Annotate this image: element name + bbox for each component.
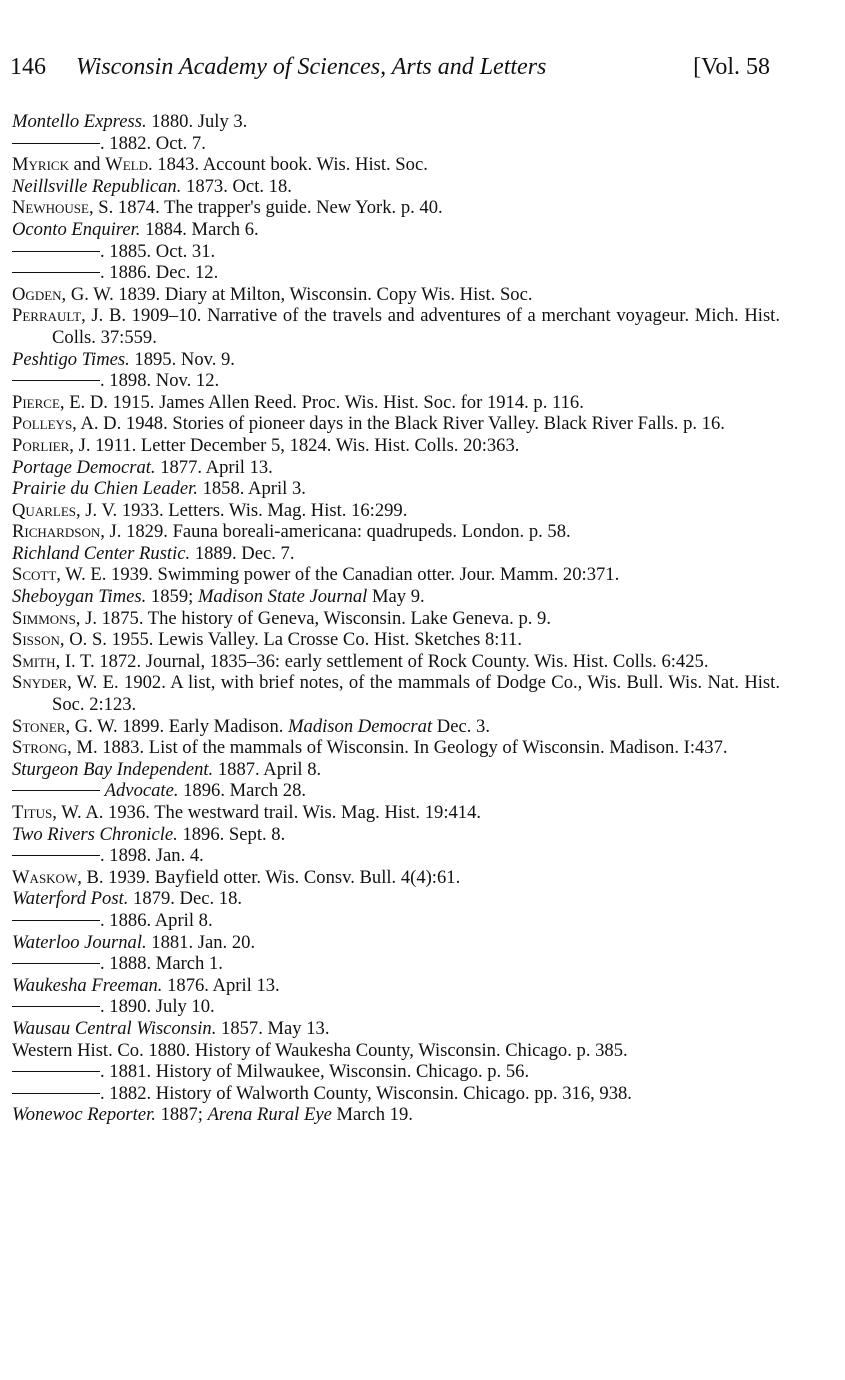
entry-title-italic: Wausau Central Wisconsin. — [12, 1017, 217, 1039]
bibliography-entry — [12, 284, 780, 306]
entry-title-italic: Prairie du Chien Leader. — [12, 478, 198, 500]
entry-text: 1857. May 13. — [216, 1017, 330, 1039]
entry-text: 1880. July 3. — [146, 111, 248, 132]
entry-title-italic: Advocate. — [104, 780, 179, 802]
ditto-rule — [12, 920, 100, 921]
bibliography-entry — [12, 888, 780, 910]
entry-text: . 1890. July 10. — [100, 996, 215, 1018]
bibliography-entry — [12, 910, 780, 932]
bibliography-entry — [12, 759, 780, 781]
entry-author: Sisson — [12, 629, 60, 651]
entry-text: 1876. April 13. — [162, 974, 280, 996]
page-number: 146 — [10, 54, 46, 80]
bibliography-entry — [12, 629, 780, 651]
ditto-rule — [12, 1071, 100, 1072]
bibliography-entry — [12, 932, 780, 954]
entry-text: , W. A. 1936. The westward trail. Wis. Mag. Hist. 19:414. — [52, 802, 482, 823]
entry-title-italic: Neillsville Republican. — [12, 175, 182, 197]
entry-author: Perrault — [12, 305, 82, 327]
entry-text: . 1898. Nov. 12. — [100, 370, 220, 392]
entry-text: 1884. March 6. — [140, 218, 259, 240]
bibliography-entry — [12, 111, 780, 133]
bibliography-entry — [12, 392, 780, 414]
entry-author: Polleys — [12, 413, 73, 435]
entry-text: 1889. Dec. 7. — [190, 542, 295, 564]
entry-text: and — [68, 154, 106, 176]
bibliography-entry — [12, 608, 780, 630]
entry-text: . 1881. History of Milwaukee, Wisconsin. Chicago. p. 56. — [100, 1061, 530, 1083]
bibliography-entry — [12, 716, 780, 738]
entry-author: Snyder — [12, 672, 68, 694]
entry-title-italic: Peshtigo Times. — [12, 348, 130, 370]
bibliography-entry — [12, 133, 780, 155]
bibliography-entry — [12, 1018, 780, 1040]
bibliography-entry — [12, 737, 780, 759]
ditto-rule — [12, 272, 100, 273]
ditto-rule — [12, 790, 100, 791]
entry-title-italic: Waukesha Freeman. — [12, 974, 163, 996]
volume-label: [Vol. 58 — [693, 54, 770, 80]
bibliography-entry — [12, 1040, 780, 1062]
bibliography-entry — [12, 413, 780, 435]
ditto-rule — [12, 963, 100, 964]
entry-title-italic: Sheboygan Times. — [12, 586, 147, 608]
entry-text: , G. W. 1899. Early Madison. — [65, 715, 289, 737]
entry-text: 1873. Oct. 18. — [181, 175, 292, 197]
entry-author: Quarles — [12, 499, 76, 521]
entry-author: Richardson — [12, 521, 101, 543]
entry-author: Strong — [12, 737, 68, 759]
entry-text: , J. V. 1933. Letters. Wis. Mag. Hist. 16:299. — [76, 499, 408, 521]
bibliography-entry — [12, 176, 780, 198]
entry-text: 1881. Jan. 20. — [146, 931, 256, 953]
entry-text: 1896. Sept. 8. — [177, 823, 286, 845]
entry-text: , J. 1911. Letter December 5, 1824. Wis. Hist. Colls. 20:363. — [69, 434, 520, 456]
entry-text: . 1886. Dec. 12. — [100, 262, 219, 284]
entry-author: Smith — [12, 650, 56, 672]
entry-text: , G. W. 1839. Diary at Milton, Wisconsin. Copy Wis. Hist. Soc. — [61, 283, 533, 305]
entry-text: 1877. April 13. — [155, 456, 273, 478]
bibliography-entry — [12, 305, 780, 348]
entry-text: 1896. March 28. — [178, 780, 307, 802]
entry-text: 1858. April 3. — [197, 478, 306, 500]
bibliography-entry — [12, 370, 780, 392]
entry-text: 1879. Dec. 18. — [128, 888, 243, 910]
entry-text: , E. D. 1915. James Allen Reed. Proc. Wis. Hist. Soc. for 1914. p. 116. — [59, 391, 584, 413]
entry-title-italic: Richland Center Rustic. — [12, 542, 191, 564]
entry-author: Weld — [105, 154, 148, 176]
entry-author: Ogden — [12, 283, 62, 305]
entry-text: , J. 1829. Fauna boreali-americana: quadrupeds. London. p. 58. — [100, 521, 571, 543]
bibliography-entry — [12, 1104, 780, 1126]
entry-title-italic: Arena Rural Eye — [207, 1104, 332, 1126]
bibliography-entry — [12, 564, 780, 586]
bibliography-entry — [12, 478, 780, 500]
ditto-rule — [12, 855, 100, 856]
entry-text: Dec. 3. — [432, 715, 490, 737]
bibliography-entry — [12, 586, 780, 608]
entry-text: , W. E. 1902. A list, with brief notes, of the mammals of Dodge Co., Wis. Bull. Wis. Nat. Hist. Soc. 2:123. — [52, 672, 780, 716]
entry-title-italic: Waterford Post. — [12, 888, 129, 910]
bibliography-entry — [12, 197, 780, 219]
bibliography-entry — [12, 975, 780, 997]
entry-title-italic: Sturgeon Bay Independent. — [12, 758, 214, 780]
bibliography-entry — [12, 543, 780, 565]
bibliography-entry — [12, 154, 780, 176]
entry-text: , J. 1875. The history of Geneva, Wisconsin. Lake Geneva. p. 9. — [75, 607, 551, 629]
bibliography-entry — [12, 349, 780, 371]
entry-author: Stoner — [12, 715, 66, 737]
ditto-rule — [12, 251, 100, 252]
running-header — [10, 50, 770, 84]
bibliography-entry — [12, 780, 780, 802]
bibliography-entry — [12, 953, 780, 975]
bibliography-entry — [12, 867, 780, 889]
journal-title: Wisconsin Academy of Sciences, Arts and Letters — [76, 54, 547, 80]
entry-text: , B. 1939. Bayfield otter. Wis. Consv. Bull. 4(4):61. — [77, 866, 461, 888]
entry-text: , M. 1883. List of the mammals of Wisconsin. In Geology of Wisconsin. Madison. I:437. — [67, 737, 728, 759]
bibliography-entry — [12, 672, 780, 715]
bibliography-entry — [12, 500, 780, 522]
entry-text: 1887. April 8. — [213, 758, 322, 780]
ditto-rule — [12, 143, 100, 144]
bibliography-entry — [12, 1061, 780, 1083]
bibliography-entry — [12, 521, 780, 543]
entry-text: May 9. — [367, 586, 425, 608]
entry-text: March 19. — [331, 1104, 413, 1126]
entry-text: . 1882. History of Walworth County, Wisconsin. Chicago. pp. 316, 938. — [100, 1082, 632, 1104]
bibliography-entry — [12, 802, 780, 824]
entry-author: Waskow — [12, 866, 78, 888]
bibliography-entry — [12, 219, 780, 241]
entry-title-italic: Madison State Journal — [197, 586, 368, 608]
bibliography-entry — [12, 241, 780, 263]
entry-text: . 1843. Account book. Wis. Hist. Soc. — [147, 154, 428, 176]
bibliography-entry — [12, 435, 780, 457]
entry-title-italic: Montello Express. — [12, 111, 147, 132]
entry-text: , J. B. 1909–10. Narrative of the travels and adventures of a merchant voyageur. Mich. Hist. Colls. 37:559. — [52, 305, 780, 348]
entry-author: Pierce — [12, 391, 60, 413]
entry-title-italic: Madison Democrat — [288, 715, 433, 737]
entry-title-italic: Wonewoc Reporter. — [12, 1104, 156, 1126]
entry-title-italic: Oconto Enquirer. — [12, 218, 141, 240]
bibliography-entry — [12, 457, 780, 479]
entry-text: , W. E. 1939. Swimming power of the Canadian otter. Jour. Mamm. 20:371. — [56, 564, 620, 586]
entry-author: Newhouse — [12, 197, 89, 219]
entry-text: Western Hist. Co. 1880. History of Waukesha County, Wisconsin. Chicago. p. 385. — [12, 1039, 628, 1061]
entry-author: Titus — [12, 802, 53, 823]
entry-text: 1887; — [155, 1104, 208, 1126]
entry-text: 1859; — [146, 586, 198, 608]
entry-text: . 1886. April 8. — [100, 909, 213, 931]
entry-text: . 1888. March 1. — [100, 953, 223, 975]
entry-title-italic: Portage Democrat. — [12, 456, 156, 478]
entry-author: Simmons — [12, 607, 76, 629]
ditto-rule — [12, 1093, 100, 1094]
ditto-rule — [12, 380, 100, 381]
ditto-rule — [12, 1006, 100, 1007]
entry-text: , A. D. 1948. Stories of pioneer days in the Black River Valley. Black River Falls. p. 16. — [72, 413, 725, 435]
entry-text: . 1885. Oct. 31. — [100, 240, 216, 262]
entry-text: , I. T. 1872. Journal, 1835–36: early settlement of Rock County. Wis. Hist. Colls. 6:425. — [55, 650, 709, 672]
bibliography-entry — [12, 845, 780, 867]
bibliography-list — [12, 111, 780, 1126]
entry-text: . 1882. Oct. 7. — [100, 132, 206, 154]
bibliography-entry — [12, 824, 780, 846]
bibliography-entry — [12, 996, 780, 1018]
entry-text: , S. 1874. The trapper's guide. New York. p. 40. — [88, 197, 443, 219]
entry-text: . 1898. Jan. 4. — [100, 845, 204, 867]
entry-author: Myrick — [12, 154, 69, 176]
bibliography-entry — [12, 1083, 780, 1105]
entry-text: 1895. Nov. 9. — [129, 348, 235, 370]
entry-title-italic: Waterloo Journal. — [12, 931, 147, 953]
bibliography-entry — [12, 262, 780, 284]
entry-author: Porlier — [12, 434, 70, 456]
entry-text: , O. S. 1955. Lewis Valley. La Crosse Co. Hist. Sketches 8:11. — [59, 629, 522, 651]
entry-title-italic: Two Rivers Chronicle. — [12, 823, 178, 845]
bibliography-entry — [12, 651, 780, 673]
entry-author: Scott — [12, 564, 57, 586]
